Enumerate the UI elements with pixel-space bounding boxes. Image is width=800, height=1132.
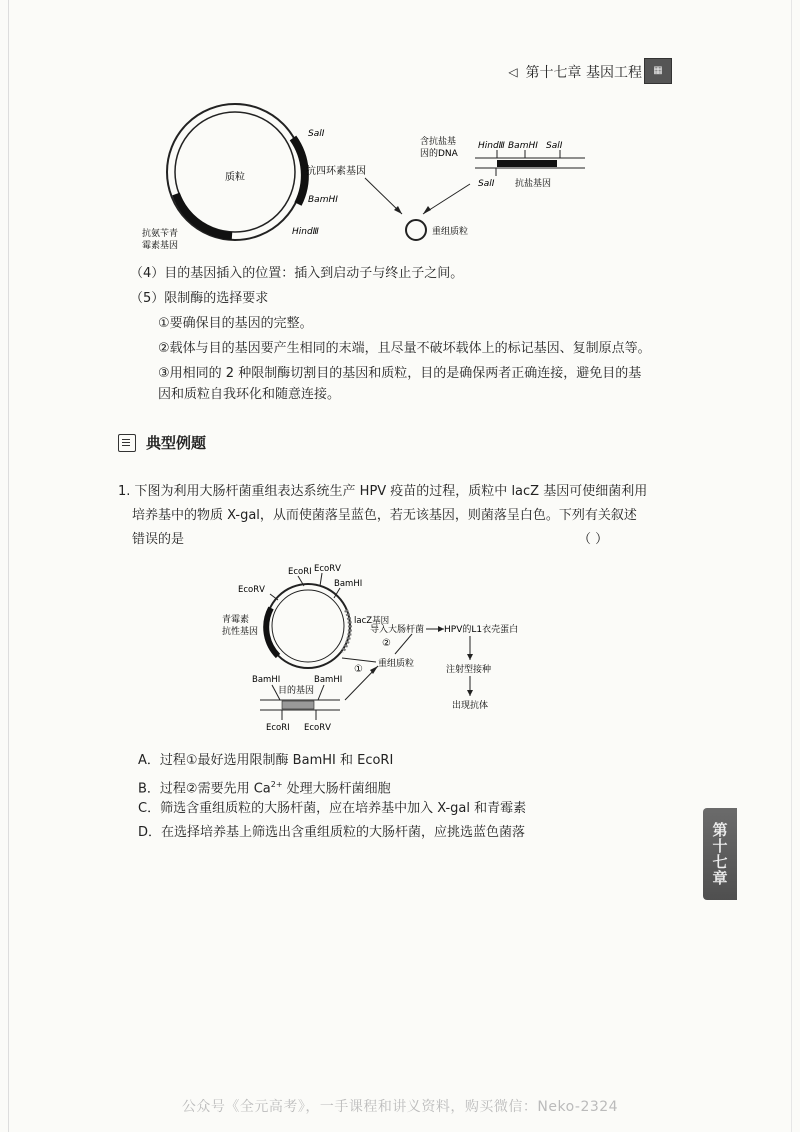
- paragraph-5-3a: ③用相同的 2 种限制酶切割目的基因和质粒，目的是确保两者正确连接，避免目的基: [158, 366, 642, 381]
- paragraph-5-3b: 因和质粒自我环化和随意连接。: [158, 387, 341, 402]
- option-b: [138, 776, 391, 798]
- recombinant2-label: 重组质粒: [378, 659, 415, 669]
- running-header: [508, 62, 642, 82]
- step2-label: ②: [382, 638, 391, 649]
- question-line3: 错误的是: [132, 532, 185, 547]
- chapter-title: 第十七章 基因工程: [525, 65, 642, 81]
- paragraph-5-2: ②载体与目的基因要产生相同的末端，且尽量不破坏载体上的标记基因、复制原点等。: [158, 341, 651, 356]
- step1-label: ①: [354, 664, 363, 675]
- plasmid2-inner-ring: [272, 590, 344, 662]
- ampicillin-gene-segment: [176, 194, 232, 236]
- dna-bamhi-label: BamHⅠ: [508, 141, 538, 151]
- section-heading: [118, 432, 206, 453]
- target-gene-segment: [282, 701, 314, 709]
- paragraph-4: （4）目的基因插入的位置：插入到启动子与终止子之间。: [130, 266, 464, 281]
- import-label: 导入大肠杆菌: [370, 625, 425, 635]
- hpv-process-diagram: [222, 560, 590, 740]
- chapter-logo-icon: ▦: [644, 58, 672, 84]
- bamhi-left2-label: BamHⅠ: [252, 675, 281, 685]
- bamhi-right-label: BamHⅠ: [334, 579, 363, 589]
- question-line2: 培养基中的物质 X-gal，从而使菌落呈蓝色，若无该基因，则菌落呈白色。下列有关叙述: [132, 508, 637, 523]
- target-gene-label: 目的基因: [278, 686, 315, 696]
- option-b-pre: B．过程②需要先用 Ca: [138, 781, 271, 797]
- hpv-protein-label: HPV的L1衣壳蛋白: [444, 625, 519, 635]
- ampicillin-label-line1: 抗氨苄青: [142, 229, 179, 239]
- plasmid-label: 质粒: [225, 172, 245, 183]
- plasmid-diagram: [140, 96, 600, 266]
- paragraph-5-1: ①要确保目的基因的完整。: [158, 316, 313, 331]
- dna-sal1-bottom-label: SalⅠ: [478, 179, 495, 189]
- watermark: 公众号《全元高考》，一手课程和讲义资料，购买微信：Neko-2324: [181, 1099, 619, 1115]
- option-c: C．筛选含重组质粒的大肠杆菌，应在培养基中加入 X-gal 和青霉素: [138, 801, 527, 816]
- sal1-label: SalⅠ: [308, 129, 325, 139]
- hindiii-label: HindⅢ: [292, 227, 319, 237]
- bamhi-right2-label: BamHⅠ: [314, 675, 343, 685]
- ecori-bottom-label: EcoRⅠ: [266, 723, 290, 733]
- penicillin-label-line2: 抗性基因: [222, 627, 259, 637]
- penicillin-label-line1: 青霉素: [222, 615, 250, 625]
- bamhi-label: BamHⅠ: [308, 195, 338, 205]
- recombinant-plasmid-circle: [406, 220, 426, 240]
- dna-label-line2: 因的DNA: [420, 149, 458, 159]
- salt-gene-segment: [497, 160, 557, 167]
- paragraph-5: （5）限制酶的选择要求: [130, 291, 269, 306]
- ecorv-bottom-label: EcoRⅤ: [304, 723, 331, 733]
- arrow-recombinant-to-import: [395, 634, 412, 654]
- arrow-plasmid-to-recombinant: [342, 658, 376, 662]
- salt-gene-label: 抗盐基因: [515, 179, 552, 189]
- option-b-post: 处理大肠杆菌细胞: [282, 781, 391, 797]
- answer-bracket: （ ）: [578, 532, 609, 547]
- section-title: 典型例题: [146, 434, 207, 452]
- recombinant-label: 重组质粒: [432, 227, 469, 237]
- ecorv-left-label: EcoRⅤ: [238, 585, 265, 595]
- dna-label-line1: 含抗盐基: [420, 137, 457, 147]
- ampicillin-label-line2: 霉素基因: [142, 241, 179, 251]
- lacz-label: lacZ基因: [354, 616, 390, 626]
- option-b-sup: 2+: [270, 780, 283, 789]
- injection-label: 注射型接种: [446, 665, 492, 675]
- chapter-side-tab: 第十七章: [703, 808, 737, 900]
- option-d: D．在选择培养基上筛选出含重组质粒的大肠杆菌，应挑选蓝色菌落: [138, 825, 526, 840]
- notebook-icon: [118, 434, 136, 452]
- question-line1: 1. 下图为利用大肠杆菌重组表达系统生产 HPV 疫苗的过程，质粒中 lacZ 基因可使细菌利用: [118, 484, 648, 499]
- dna-sal1-top-label: SalⅠ: [546, 141, 563, 151]
- ecori-top-label: EcoRⅠ: [288, 567, 312, 577]
- ecorv-top-label: EcoRⅤ: [314, 564, 341, 574]
- back-arrow-icon: ◁: [508, 65, 518, 79]
- antibody-label: 出现抗体: [452, 701, 489, 711]
- tetracycline-gene-label: 抗四环素基因: [306, 166, 366, 177]
- option-a: A．过程①最好选用限制酶 BamHI 和 EcoRI: [138, 753, 394, 768]
- dna-hindiii-label: HindⅢ: [478, 141, 505, 151]
